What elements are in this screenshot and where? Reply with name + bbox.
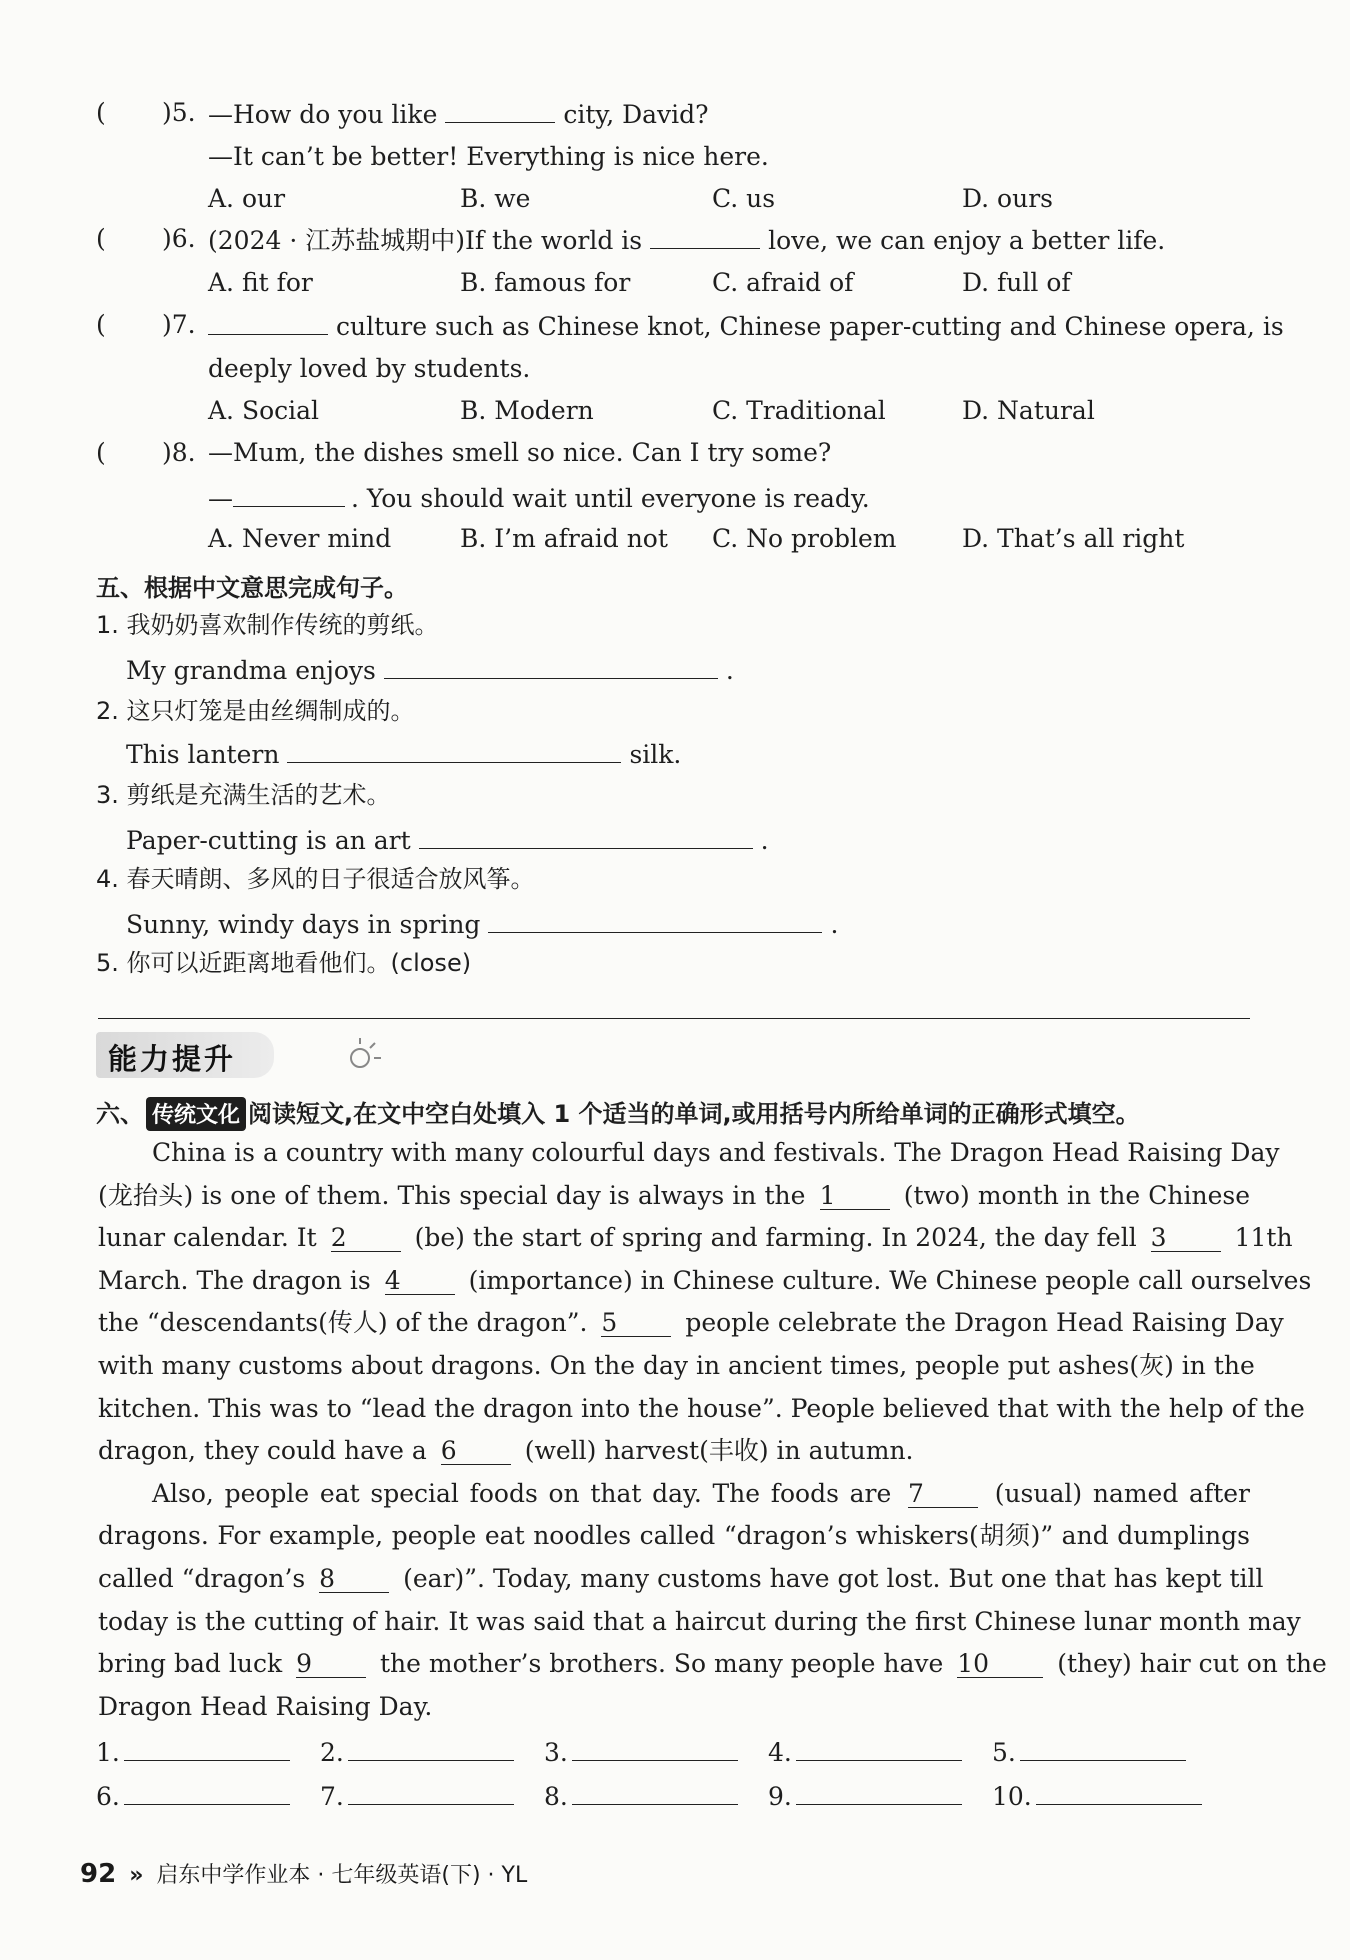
option-c[interactable]: C. afraid of <box>712 268 854 297</box>
passage-text: dragon, they could have a <box>98 1436 435 1466</box>
fill-blank[interactable] <box>384 652 718 679</box>
answer-number: 10. <box>992 1782 1032 1811</box>
passage-line <box>98 1306 1284 1340</box>
passage-blank-5[interactable]: 5 <box>601 1310 671 1337</box>
option-a[interactable]: A. Social <box>208 396 320 425</box>
option-b[interactable]: B. famous for <box>460 268 631 297</box>
passage-text: (龙抬头) is one of them. This special day is always in the <box>98 1180 814 1210</box>
passage-text: with many customs about dragons. On the day in ancient times, people put ashes(灰) in the <box>98 1351 1255 1380</box>
passage-text: kitchen. This was to “lead the dragon into the house”. People believed that with the help of the <box>98 1393 1305 1423</box>
passage-text: Dragon Head Raising Day. <box>98 1691 433 1721</box>
answer-blank[interactable] <box>1020 1734 1186 1761</box>
culture-tag: 传统文化 <box>146 1097 246 1131</box>
chinese-prompt: 2. 这只灯笼是由丝绸制成的。 <box>96 697 415 725</box>
section6-prefix: 六、 <box>96 1100 144 1128</box>
passage-line <box>98 1647 1327 1681</box>
question-stem <box>208 222 1165 258</box>
passage-text: the mother’s brothers. So many people have <box>372 1649 952 1679</box>
answer-blank[interactable] <box>124 1778 290 1805</box>
answer-blank[interactable] <box>572 1778 738 1805</box>
passage-text: Also, people eat special foods on that day. The foods are <box>152 1478 902 1508</box>
question-stem <box>208 436 831 470</box>
bracket-open: ( <box>96 310 106 339</box>
fill-blank[interactable] <box>650 222 760 249</box>
answer-slot-6[interactable] <box>96 1778 298 1814</box>
passage-blank-9[interactable]: 9 <box>296 1651 366 1678</box>
answer-number: 7. <box>320 1782 344 1811</box>
answer-slot-10[interactable] <box>992 1778 1210 1814</box>
option-c[interactable]: C. us <box>712 184 776 213</box>
answer-slot-2[interactable] <box>320 1734 522 1770</box>
option-a[interactable]: A. fit for <box>208 268 313 297</box>
option-d[interactable]: D. ours <box>962 184 1053 213</box>
fill-blank[interactable] <box>233 480 345 507</box>
answer-number: 1. <box>96 1738 120 1767</box>
book-title: 启东中学作业本 · 七年级英语(下) · YL <box>156 1863 528 1888</box>
sentence-start: My grandma enjoys <box>126 656 376 685</box>
answer-number: 4. <box>768 1738 792 1767</box>
answer-slot-4[interactable] <box>768 1734 970 1770</box>
question-stem-line2: deeply loved by students. <box>208 354 531 383</box>
answer-number: 6. <box>96 1782 120 1811</box>
option-c[interactable]: C. No problem <box>712 524 897 553</box>
badge-label: 能力提升 <box>108 1042 237 1076</box>
passage-text: (be) the start of spring and farming. In 2024, the day fell <box>406 1223 1145 1253</box>
lightbulb-icon <box>344 1034 384 1074</box>
passage-text: called “dragon’s <box>98 1564 314 1593</box>
english-sentence <box>126 652 734 688</box>
section6-title <box>96 1094 1140 1131</box>
answer-slot-3[interactable] <box>544 1734 746 1770</box>
passage-blank-4[interactable]: 4 <box>385 1268 455 1295</box>
question-stem <box>208 96 709 132</box>
section6-instruction: 阅读短文,在文中空白处填入 1 个适当的单词,或用括号内所给单词的正确形式填空。 <box>248 1100 1140 1128</box>
passage-blank-1[interactable]: 1 <box>820 1183 890 1210</box>
option-c[interactable]: C. Traditional <box>712 396 886 425</box>
answer-blank[interactable] <box>348 1778 514 1805</box>
passage-text: 11th <box>1226 1223 1293 1253</box>
passage-text: bring bad luck <box>98 1649 291 1679</box>
passage-text: March. The dragon is <box>98 1265 379 1295</box>
option-a[interactable]: A. Never mind <box>208 524 392 553</box>
passage-text: China is a country with many colourful days and festivals. The Dragon Head Raising Day <box>152 1138 1280 1167</box>
passage-line <box>98 1605 1301 1639</box>
passage-line <box>98 1562 1264 1596</box>
passage-text: dragons. For example, people eat noodles called “dragon’s whiskers(胡须)” and dumplings <box>98 1521 1250 1551</box>
stem-text: . You should wait until everyone is ready. <box>351 484 870 513</box>
passage-text: (well) harvest(丰收) in autumn. <box>516 1436 914 1466</box>
fill-blank[interactable] <box>287 736 621 763</box>
english-sentence <box>126 906 838 942</box>
stem-text: culture such as Chinese knot, Chinese paper-cutting and Chinese opera, is <box>336 312 1284 341</box>
passage-blank-7[interactable]: 7 <box>908 1481 978 1508</box>
dash: — <box>208 484 233 513</box>
fill-blank[interactable] <box>488 906 822 933</box>
passage-text: the “descendants(传人) of the dragon”. <box>98 1308 596 1338</box>
passage-text: (ear)”. Today, many customs have got lost. But one that has kept till <box>395 1564 1264 1593</box>
fill-blank[interactable] <box>419 822 753 849</box>
sentence-end: . <box>760 826 769 855</box>
passage-line <box>98 1392 1305 1426</box>
question-stem-line2: —It can’t be better! Everything is nice here. <box>208 142 769 171</box>
passage-text: (importance) in Chinese culture. We Chinese people call ourselves <box>460 1265 1312 1295</box>
stem-text: love, we can enjoy a better life. <box>768 226 1166 255</box>
bracket-open: ( <box>96 224 106 253</box>
passage-text: lunar calendar. It <box>98 1223 325 1253</box>
page-number: 92 <box>80 1859 117 1889</box>
answer-blank[interactable] <box>572 1734 738 1761</box>
answer-slot-7[interactable] <box>320 1778 522 1814</box>
passage-blank-8[interactable]: 8 <box>319 1566 389 1593</box>
chinese-prompt: 4. 春天晴朗、多风的日子很适合放风筝。 <box>96 865 535 893</box>
passage-blank-6[interactable]: 6 <box>441 1438 511 1465</box>
answer-slot-5[interactable] <box>992 1734 1194 1770</box>
fill-blank[interactable] <box>208 308 328 335</box>
option-b[interactable]: B. we <box>460 184 531 213</box>
section5-title: 五、根据中文意思完成句子。 <box>96 574 408 602</box>
answer-slot-1[interactable] <box>96 1734 298 1770</box>
passage-blank-10[interactable]: 10 <box>957 1651 1043 1678</box>
passage-text: (usual) named after <box>984 1478 1250 1508</box>
sentence-end: silk. <box>629 740 682 769</box>
answer-blank[interactable] <box>796 1734 962 1761</box>
passage-line <box>98 1519 1250 1553</box>
passage-line <box>98 1690 1250 1724</box>
chinese-prompt: 5. 你可以近距离地看他们。(close) <box>96 949 472 977</box>
option-d[interactable]: D. That’s all right <box>962 524 1185 553</box>
answer-number: 3. <box>544 1738 568 1767</box>
question-stem <box>208 308 1284 344</box>
passage-line <box>98 1179 1250 1213</box>
english-sentence <box>126 822 769 858</box>
passage-line <box>98 1434 1250 1468</box>
bracket-open: ( <box>96 438 106 467</box>
answer-line-5[interactable] <box>98 1018 1250 1019</box>
answer-slot-8[interactable] <box>544 1778 746 1814</box>
option-b[interactable]: B. I’m afraid not <box>460 524 668 553</box>
question-number: )7. <box>162 310 196 339</box>
ability-badge <box>96 1032 286 1078</box>
sentence-end: . <box>725 656 734 685</box>
sentence-start: Paper-cutting is an art <box>126 826 411 855</box>
stem-text: —How do you like <box>208 100 438 129</box>
answer-number: 9. <box>768 1782 792 1811</box>
answer-number: 8. <box>544 1782 568 1811</box>
answer-blank[interactable] <box>124 1734 290 1761</box>
passage-text: today is the cutting of hair. It was said that a haircut during the first Chinese lunar month may <box>98 1606 1301 1636</box>
option-a[interactable]: A. our <box>208 184 286 213</box>
chinese-prompt: 1. 我奶奶喜欢制作传统的剪纸。 <box>96 611 439 639</box>
sentence-start: Sunny, windy days in spring <box>126 910 481 939</box>
stem-text: —Mum, the dishes smell so nice. Can I try some? <box>208 438 832 467</box>
passage-line <box>152 1477 1250 1511</box>
passage-line <box>152 1136 1280 1170</box>
question-number: )8. <box>162 438 196 467</box>
question-stem-line2 <box>208 480 870 516</box>
passage-text: (two) month in the Chinese <box>895 1180 1250 1210</box>
question-number: )5. <box>162 98 196 127</box>
passage-line <box>98 1349 1255 1383</box>
option-b[interactable]: B. Modern <box>460 396 594 425</box>
answer-blank[interactable] <box>796 1778 962 1805</box>
fill-blank[interactable] <box>445 96 555 123</box>
passage-line <box>98 1264 1312 1298</box>
question-number: )6. <box>162 224 196 253</box>
passage-blank-2[interactable]: 2 <box>331 1225 401 1252</box>
stem-text: (2024 · 江苏盐城期中)If the world is <box>208 226 643 255</box>
chinese-prompt: 3. 剪纸是充满生活的艺术。 <box>96 781 391 809</box>
sentence-start: This lantern <box>126 740 280 769</box>
option-d[interactable]: D. full of <box>962 268 1071 297</box>
arrows-icon: » <box>129 1863 144 1888</box>
passage-line <box>98 1221 1293 1255</box>
option-d[interactable]: D. Natural <box>962 396 1095 425</box>
answer-blank[interactable] <box>348 1734 514 1761</box>
page-footer <box>80 1858 527 1889</box>
answer-blank[interactable] <box>1036 1778 1202 1805</box>
stem-text: city, David? <box>563 100 709 129</box>
sentence-end: . <box>830 910 839 939</box>
english-sentence <box>126 736 681 772</box>
passage-text: people celebrate the Dragon Head Raising Day <box>677 1308 1284 1338</box>
answer-number: 2. <box>320 1738 344 1767</box>
passage-blank-3[interactable]: 3 <box>1151 1225 1221 1252</box>
bracket-open: ( <box>96 98 106 127</box>
answer-slot-9[interactable] <box>768 1778 970 1814</box>
answer-number: 5. <box>992 1738 1016 1767</box>
passage-text: (they) hair cut on the <box>1049 1649 1327 1679</box>
